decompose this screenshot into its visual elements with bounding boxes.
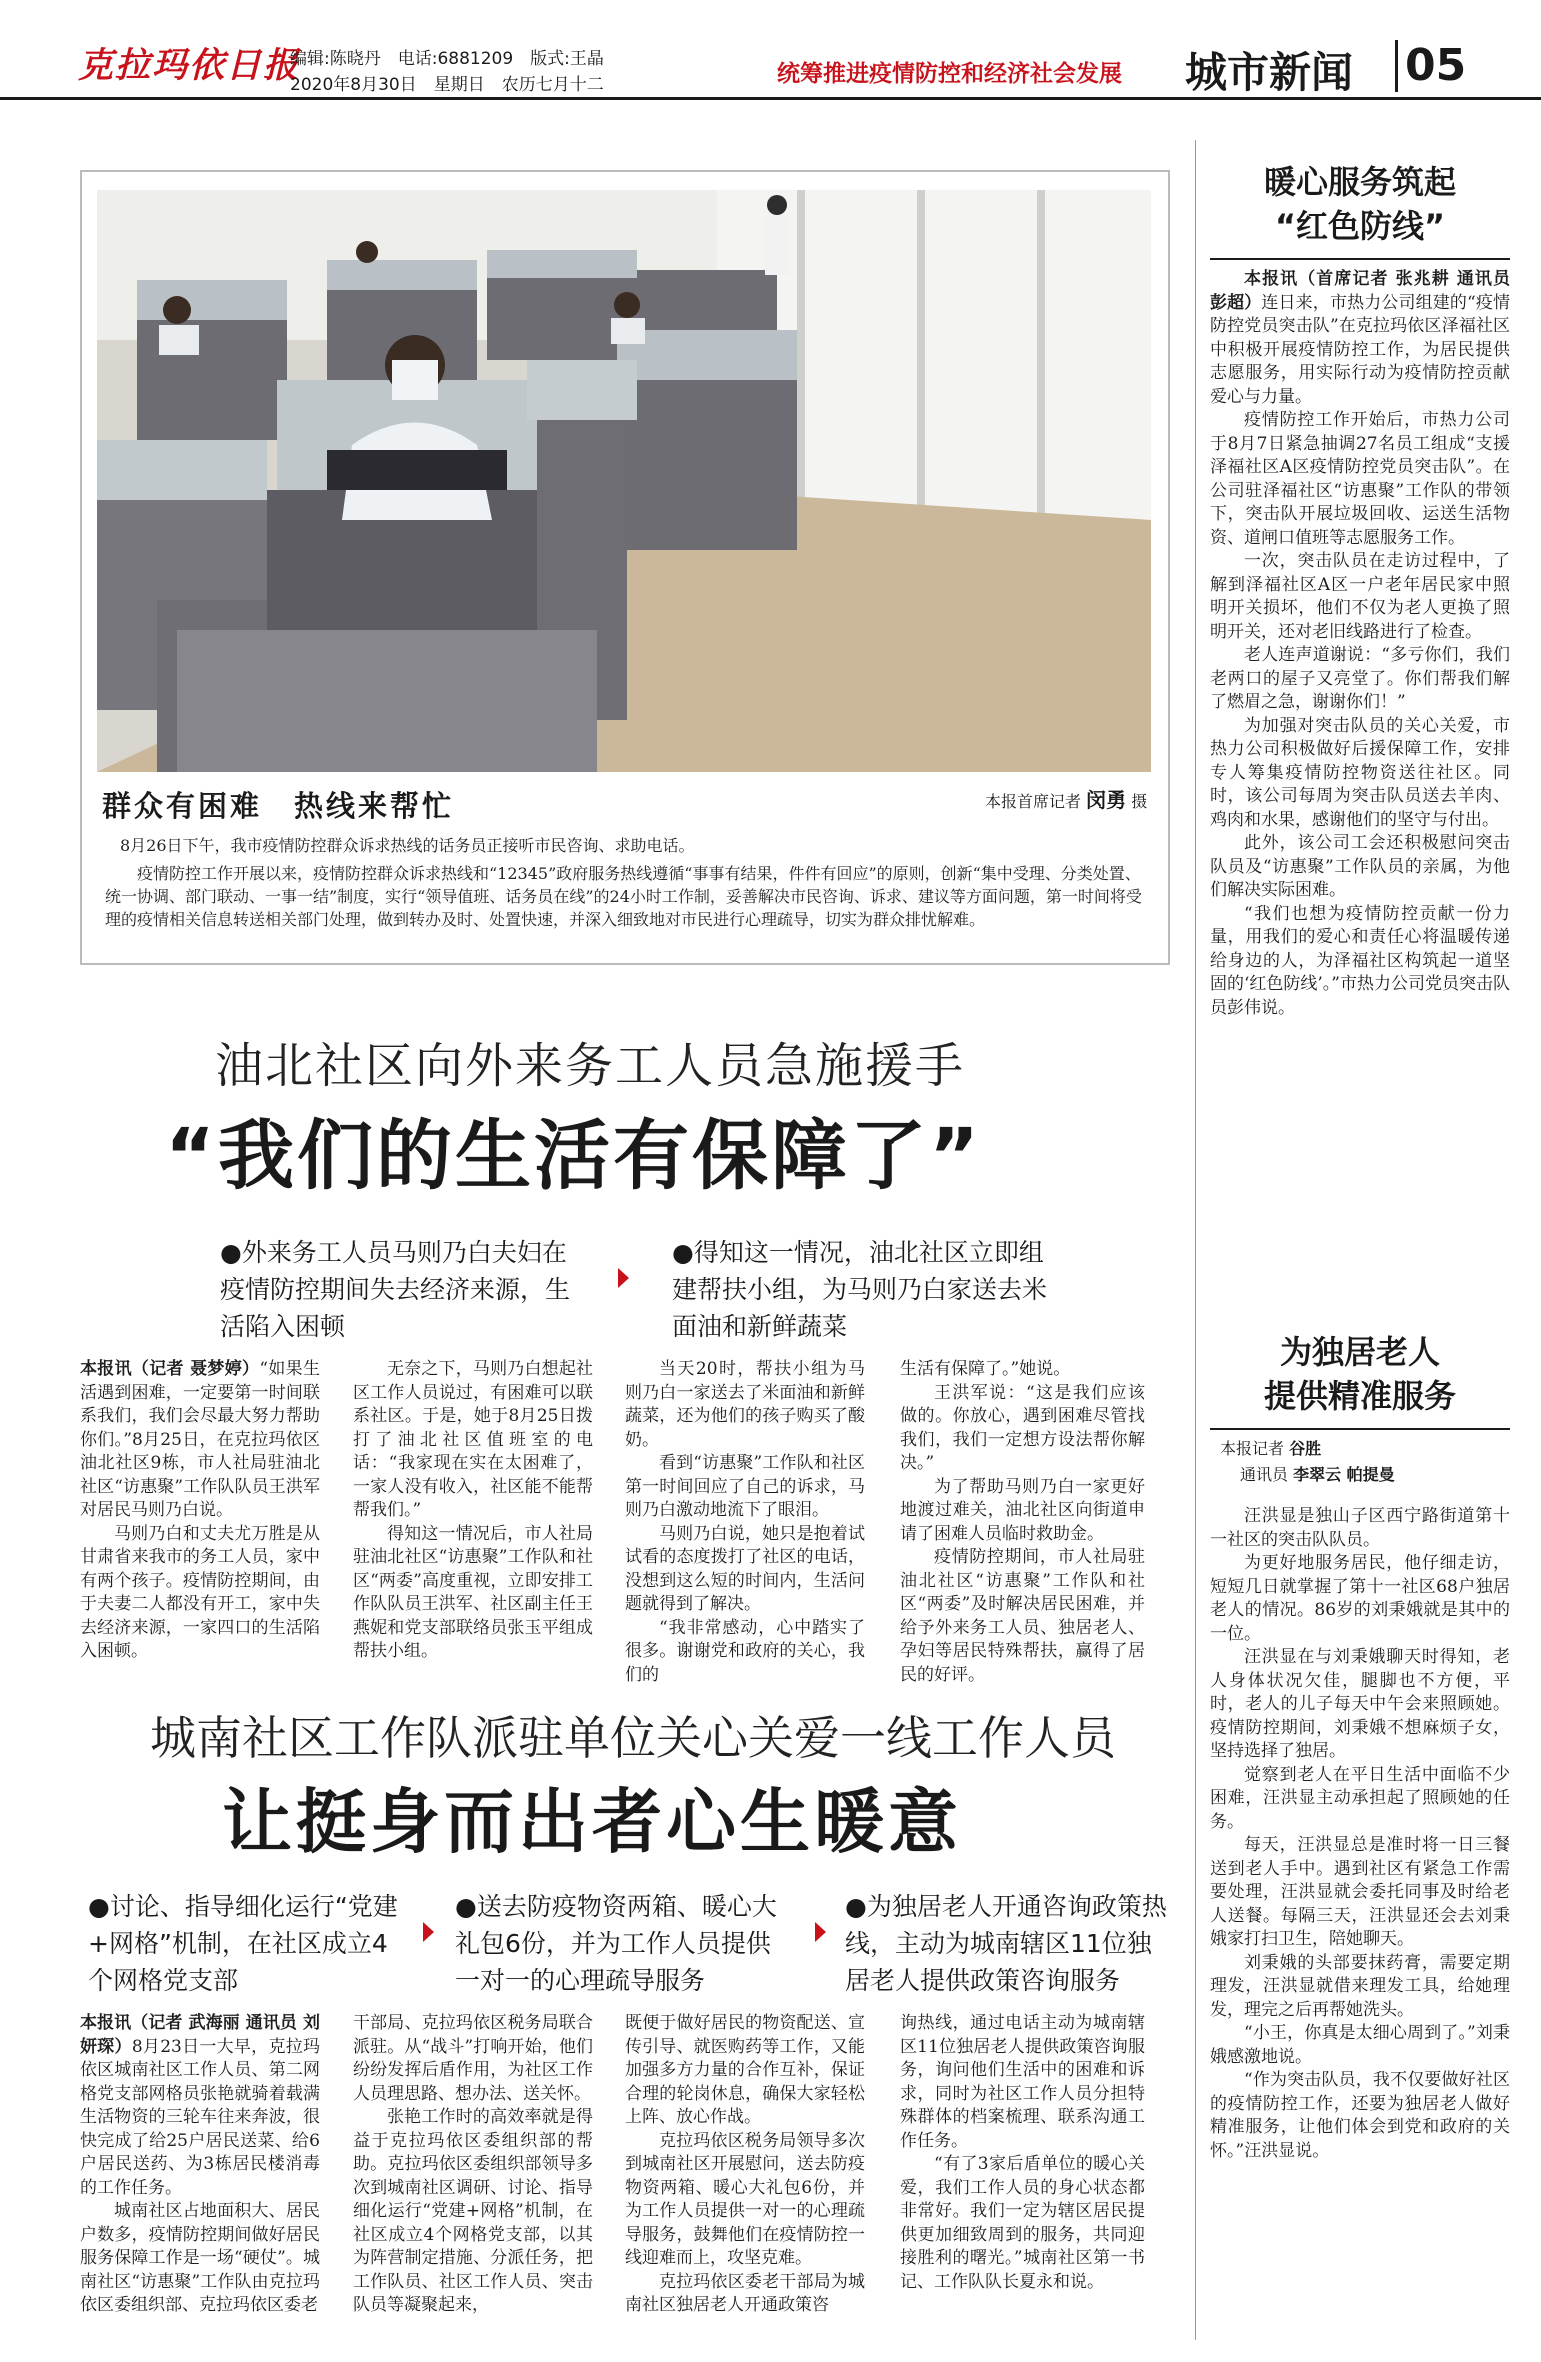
sidebar1-paragraph: 为加强对突击队员的关心关爱，市热力公司积极做好后援保障工作，安排专人筹集疫情防控物资送往社区。同时，该公司每周为突击队员送去羊肉、鸡肉和水果，感谢他们的坚守与付出。	[1210, 715, 1510, 830]
news-photo	[97, 190, 1151, 772]
sidebar2-title	[1205, 1330, 1515, 1418]
byline-label: 本报记者	[1220, 1439, 1285, 1458]
sidebar1-lead: 连日来，市热力公司组建的“疫情防控党员突击队”在克拉玛依区泽福社区中积极开展疫情防控工作，为居民提供志愿服务，用实际行动为疫情防控贡献爱心与力量。	[1210, 292, 1510, 407]
article1-paragraph: 为了帮助马则乃白一家更好地渡过难关，油北社区向街道申请了困难人员临时救助金。	[900, 1476, 1145, 1544]
article2-kicker: 城南社区工作队派驻单位关心关爱一线工作人员	[150, 1713, 1116, 1764]
byline-label: 通讯员	[1240, 1465, 1289, 1484]
article1-paragraph: 马则乃白说，她只是抱着试试看的态度拨打了社区的电话，没想到这么短的时间内，生活问题就得到了解决。	[625, 1523, 865, 1614]
sidebar1-title-line-2: “红色防线”	[1274, 207, 1446, 245]
article1-lead: “如果生活遇到困难，一定要第一时间联系我们，我们会尽最大努力帮助你们。”8月25日，在克拉玛依区油北社区9栋，市人社局驻油北社区“访惠聚”工作队队员王洪军对居民马则乃白说。	[80, 1359, 320, 1520]
sidebar2-title-line-2: 提供精准服务	[1263, 1377, 1456, 1415]
article2-paragraph: 询热线，通过电话主动为城南辖区11位独居老人提供政策咨询服务，询问他们生活中的困难和诉求，同时为社区工作人员分担特殊群体的档案梳理、联系沟通工作任务。	[900, 2013, 1145, 2151]
article1-headline: “我们的生活有保障了”	[165, 1111, 982, 1200]
article1-paragraph: 马则乃白和丈夫尤万胜是从甘肃省来我市的务工人员，家中有两个孩子。疫情防控期间，由于夫妻二人都没有开工，家中失去经济来源，一家四口的生活陷入困顿。	[80, 1523, 320, 1661]
sidebar1-paragraph: 此外，该公司工会还积极慰问突击队员及“访惠聚”工作队员的亲属，为他们解决实际困难。	[1210, 833, 1510, 900]
sidebar2-byline	[1220, 1436, 1510, 1488]
sidebar-divider	[1195, 140, 1196, 2340]
article1-kicker: 油北社区向外来务工人员急施援手	[215, 1040, 966, 1093]
sidebar2-paragraph: 觉察到老人在平日生活中面临不少困难，汪洪显主动承担起了照顾她的任务。	[1210, 1764, 1510, 1832]
sidebar2-paragraph: 每天，汪洪显总是准时将一日三餐送到老人手中。遇到社区有紧急工作需要处理，汪洪显就会委托同事及时给老人送餐。每隔三天，汪洪显还会去刘秉娥家打扫卫生，陪她聊天。	[1210, 1835, 1510, 1949]
red-arrow-icon	[423, 1922, 434, 1942]
sidebar2-paragraph: “作为突击队员，我不仅要做好社区的疫情防控工作，还要为独居老人做好精准服务，让他们体会到党和政府的关怀。”汪洪显说。	[1210, 2070, 1510, 2161]
credit-prefix: 本报首席记者	[985, 792, 1082, 811]
section-name: 城市新闻	[1185, 48, 1354, 97]
article2-column-1	[80, 2012, 320, 2318]
red-arrow-icon	[815, 1922, 826, 1942]
credit-name: 闵勇	[1086, 788, 1127, 812]
article2-paragraph: 克拉玛依区委老干部局为城南社区独居老人开通政策咨	[625, 2271, 865, 2315]
article1-deck-1: ●外来务工人员马则乃白夫妇在疫情防控期间失去经济来源，生活陷入困顿	[220, 1238, 571, 1341]
article1-column-2	[353, 1358, 593, 1664]
sidebar2-body	[1210, 1505, 1510, 2163]
sidebar1-paragraph: “我们也想为疫情防控贡献一份力量，用我们的爱心和责任心将温暖传递给身边的人，为泽福社区构筑起一道坚固的‘红色防线’。”市热力公司党员突击队员彭伟说。	[1210, 903, 1510, 1018]
sidebar2-paragraph: 为更好地服务居民，他仔细走访，短短几日就掌握了第十一社区68户独居老人的情况。86岁的刘秉娥就是其中的一位。	[1210, 1553, 1510, 1644]
article1-byline: 本报讯（记者 聂梦婷）	[80, 1359, 260, 1379]
date-line: 2020年8月30日 星期日 农历七月十二	[290, 75, 604, 95]
article1-paragraph: 生活有保障了。”她说。	[900, 1359, 1071, 1379]
article1-deck-2: ●得知这一情况，油北社区立即组建帮扶小组，为马则乃白家送去米面油和新鲜蔬菜	[672, 1238, 1048, 1341]
newspaper-logo: 克拉玛依日报	[78, 45, 301, 86]
article1-paragraph: “我非常感动，心中踏实了很多。谢谢党和政府的关心，我们的	[625, 1617, 865, 1685]
photo-caption-body: 疫情防控工作开展以来，疫情防控群众诉求热线和“12345”政府服务热线遵循“事事有结果，件件有回应”的原则，创新“集中受理、分类处置、统一协调、部门联动、一事一结”制度，实行“领导值班、话务员在线”的24小时工作制，妥善解决市民咨询、诉求、建议等方面问题，第一时间将受理的疫情相关信息转送相关部门处理，做到转办及时、处置快速，并深入细致地对市民进行心理疏导，切实为群众排忧解难。	[105, 864, 1142, 929]
article2-column-4	[900, 2012, 1145, 2294]
sidebar1-paragraph: 老人连声道谢说：“多亏你们，我们老两口的屋子又亮堂了。你们帮我们解了燃眉之急，谢谢你们！”	[1210, 645, 1510, 712]
sidebar1-byline: 本报讯（首席记者 张兆耕 通讯员 彭超）	[1210, 269, 1510, 313]
article2-column-3	[625, 2012, 865, 2318]
article2-deck-3: ●为独居老人开通咨询政策热线，主动为城南辖区11位独居老人提供政策咨询服务	[845, 1892, 1167, 1995]
sidebar1-paragraph: 一次，突击队员在走访过程中，了解到泽福社区A区一户老年居民家中照明开关损坏，他们不仅为老人更换了照明开关，还对老旧线路进行了检查。	[1210, 551, 1510, 642]
article2-paragraph: 城南社区占地面积大、居民户数多，疫情防控期间做好居民服务保障工作是一场“硬仗”。城南社区“访惠聚”工作队由克拉玛依区委组织部、克拉玛依区委老	[80, 2201, 320, 2315]
sidebar1-rule	[1210, 258, 1510, 260]
article2-lead: 8月23日一大早，克拉玛依区城南社区工作人员、第二网格党支部网格员张艳就骑着载满生活物资的三轮车往来奔波，很快完成了给25户居民送菜、给6户居民送药、为3栋居民楼消毒的工作任务。	[80, 2036, 321, 2198]
article1-paragraph: 当天20时，帮扶小组为马则乃白一家送去了米面油和新鲜蔬菜，还为他们的孩子购买了酸奶。	[625, 1359, 865, 1450]
article1-paragraph: 王洪军说：“这是我们应该做的。你放心，遇到困难尽管找我们，我们一定想方设法帮你解决。”	[900, 1382, 1145, 1473]
article1-column-4	[900, 1358, 1145, 1687]
page-slogan: 统筹推进疫情防控和经济社会发展	[777, 61, 1122, 87]
section-divider	[1395, 40, 1398, 92]
red-arrow-icon	[618, 1268, 629, 1288]
sidebar2-paragraph: 刘秉娥的头部要抹药膏，需要定期理发，汪洪显就借来理发工具，给她理发，理完之后再帮她洗头。	[1210, 1952, 1510, 2020]
article2-paragraph: “有了3家后盾单位的暖心关爱，我们工作人员的身心状态都非常好。我们一定为辖区居民提供更加细致周到的服务，共同迎接胜利的曙光。”城南社区第一书记、工作队队长夏永和说。	[900, 2154, 1145, 2292]
photo-title: 群众有困难 热线来帮忙	[102, 789, 455, 823]
article2-paragraph: 克拉玛依区税务局领导多次到城南社区开展慰问，送去防疫物资两箱、暖心大礼包6份，并为工作人员提供一对一的心理疏导服务，鼓舞他们在疫情防控一线迎难而上，攻坚克难。	[625, 2130, 865, 2268]
article1-paragraph: 疫情防控期间，市人社局驻油北社区“访惠聚”工作队和社区“两委”及时解决居民困难，并给予外来务工人员、独居老人、孕妇等居民特殊帮扶，赢得了居民的好评。	[900, 1547, 1145, 1685]
call-center-photo-illustration	[97, 190, 1151, 772]
article1-paragraph: 无奈之下，马则乃白想起社区工作人员说过，有困难可以联系社区。于是，她于8月25日拨打了油北社区值班室的电话：“我家现在实在太困难了，一家人没有收入，社区能不能帮帮我们。”	[353, 1359, 593, 1520]
article2-byline: 本报讯（记者 武海丽 通讯员 刘妍琛）	[80, 2013, 320, 2057]
sidebar1-title-line-1: 暖心服务筑起	[1263, 163, 1456, 201]
sidebar1-title	[1205, 160, 1515, 248]
article2-deck-1: ●讨论、指导细化运行“党建+网格”机制，在社区成立4个网格党支部	[88, 1892, 398, 1995]
sidebar2-paragraph: 汪洪显在与刘秉娥聊天时得知，老人身体状况欠佳，腿脚也不方便，平时，老人的儿子每天中午会来照顾她。疫情防控期间，刘秉娥不想麻烦子女，坚持选择了独居。	[1210, 1647, 1510, 1761]
sidebar1-paragraph: 疫情防控工作开始后，市热力公司于8月7日紧急抽调27名员工组成“支援泽福社区A区疫情防控党员突击队”。在公司驻泽福社区“访惠聚”工作队的带领下，突击队开展垃圾回收、运送生活物资、道闸口值班等志愿服务工作。	[1210, 410, 1510, 548]
article2-paragraph: 既便于做好居民的物资配送、宣传引导、就医购药等工作，又能加强多方力量的合作互补，保证合理的轮岗休息，确保大家轻松上阵、放心作战。	[625, 2013, 865, 2127]
article2-paragraph: 张艳工作时的高效率就是得益于克拉玛依区委组织部的帮助。克拉玛依区委组织部领导多次到城南社区调研、讨论、指导细化运行“党建+网格”机制，在社区成立4个网格党支部，以其为阵营制定措施、分派任务，把工作队员、社区工作人员、突击队员等凝聚起来，	[353, 2107, 593, 2315]
article1-paragraph: 得知这一情况后，市人社局驻油北社区“访惠聚”工作队和社区“两委”高度重视，立即安排工作队队员王洪军、社区副主任王燕妮和党支部联络员张玉平组成帮扶小组。	[353, 1523, 593, 1661]
article1-column-3	[625, 1358, 865, 1687]
editor-line: 编辑:陈晓丹 电话:6881209 版式:王晶	[290, 49, 604, 69]
sidebar2-paragraph: 汪洪显是独山子区西宁路街道第十一社区的突击队队员。	[1210, 1506, 1510, 1550]
page-number: 05	[1405, 40, 1467, 91]
byline-name: 谷胜	[1289, 1439, 1322, 1458]
article2-headline: 让挺身而出者心生暖意	[222, 1781, 962, 1863]
article1-column-1	[80, 1358, 320, 1664]
article1-paragraph: 看到“访惠聚”工作队和社区第一时间回应了自己的诉求，马则乃白激动地流下了眼泪。	[625, 1453, 865, 1520]
sidebar1-body	[1210, 268, 1510, 1020]
photo-credit	[985, 784, 1147, 813]
sidebar2-rule	[1210, 1428, 1510, 1430]
article2-deck-2: ●送去防疫物资两箱、暖心大礼包6份，并为工作人员提供一对一的心理疏导服务	[455, 1892, 777, 1995]
byline-name: 李翠云 帕提曼	[1293, 1465, 1395, 1484]
sidebar2-title-line-1: 为独居老人	[1279, 1333, 1440, 1371]
credit-suffix: 摄	[1131, 792, 1148, 811]
article2-paragraph: 干部局、克拉玛依区税务局联合派驻。从“战斗”打响开始，他们纷纷发挥后盾作用，为社区工作人员理思路、想办法、送关怀。	[353, 2013, 593, 2104]
photo-caption: 8月26日下午，我市疫情防控群众诉求热线的话务员正接听市民咨询、求助电话。	[120, 836, 695, 855]
sidebar2-paragraph: “小王，你真是太细心周到了。”刘秉娥感激地说。	[1210, 2023, 1510, 2067]
article2-column-2	[353, 2012, 593, 2318]
